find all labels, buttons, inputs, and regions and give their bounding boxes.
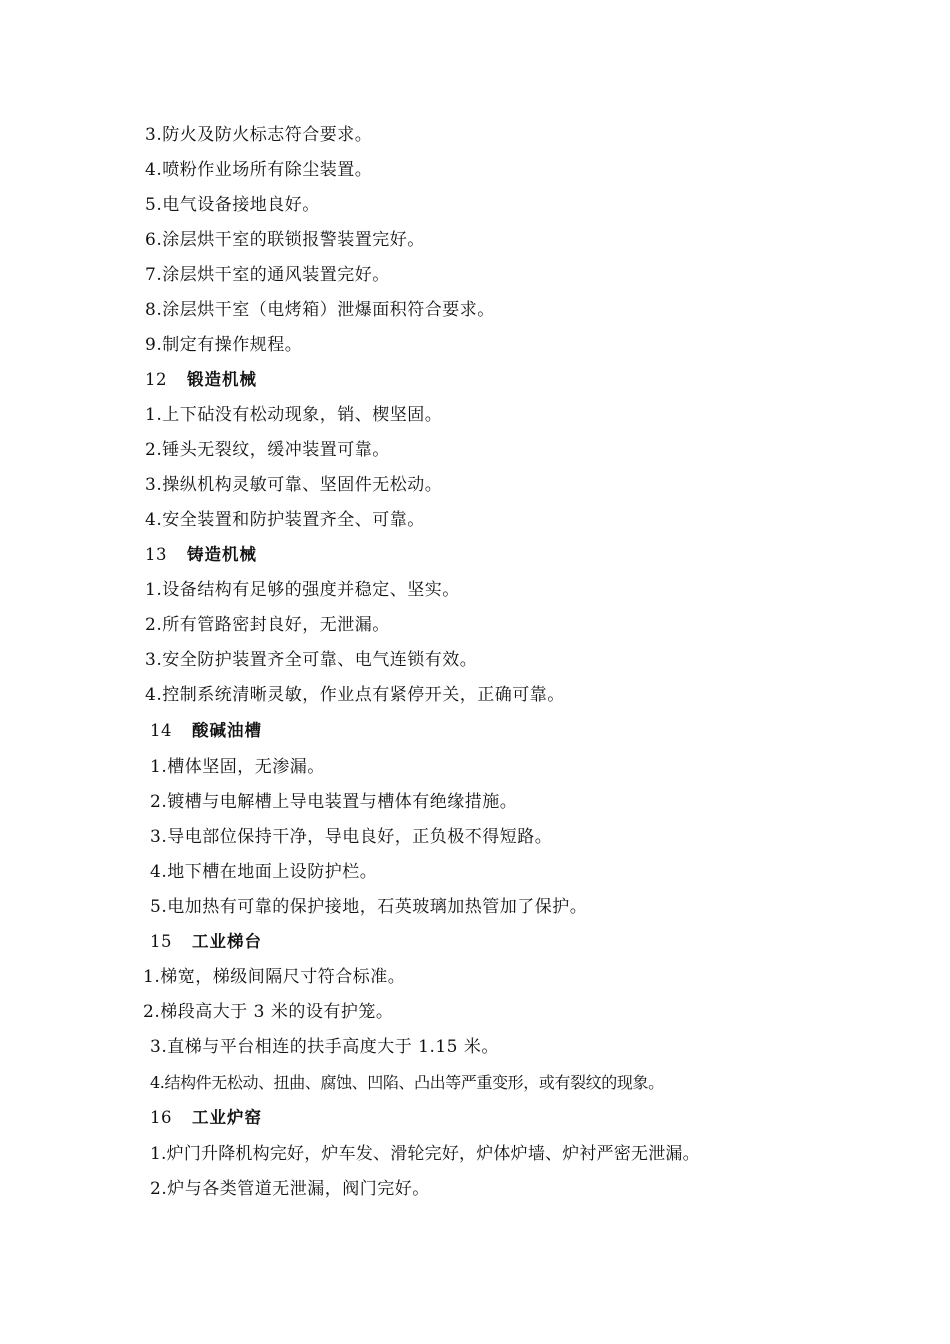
section-number: 13 (145, 545, 167, 564)
text-line: 9.制定有操作规程。 (145, 335, 303, 355)
section-heading (150, 1107, 262, 1129)
section-title: 工业梯台 (192, 932, 262, 951)
section-number: 12 (145, 370, 167, 389)
text-line: 3.操纵机构灵敏可靠、坚固件无松动。 (145, 475, 443, 495)
section-heading (145, 544, 257, 566)
text-line: 8.涂层烘干室（电烤箱）泄爆面积符合要求。 (145, 300, 495, 320)
section-title: 工业炉窑 (192, 1108, 262, 1127)
text-line: 6.涂层烘干室的联锁报警装置完好。 (145, 230, 425, 250)
text-line: 5.电气设备接地良好。 (145, 195, 320, 215)
text-line: 7.涂层烘干室的通风装置完好。 (145, 265, 390, 285)
section-title: 酸碱油槽 (192, 721, 262, 740)
text-line: 3.直梯与平台相连的扶手高度大于 1.15 米。 (150, 1037, 499, 1057)
text-line: 3.安全防护装置齐全可靠、电气连锁有效。 (145, 650, 478, 670)
section-title: 铸造机械 (187, 545, 257, 564)
text-line: 2.梯段高大于 3 米的设有护笼。 (143, 1002, 394, 1022)
text-line: 2.锤头无裂纹，缓冲装置可靠。 (145, 440, 390, 460)
section-heading (145, 369, 257, 391)
text-line: 3.防火及防火标志符合要求。 (145, 125, 373, 145)
section-title: 锻造机械 (187, 370, 257, 389)
text-line: 4.结构件无松动、扭曲、腐蚀、凹陷、凸出等严重变形，或有裂纹的现象。 (150, 1073, 664, 1092)
section-number: 15 (150, 932, 172, 951)
text-line: 1.炉门升降机构完好，炉车发、滑轮完好，炉体炉墙、炉衬严密无泄漏。 (150, 1144, 700, 1164)
text-line: 4.控制系统清晰灵敏，作业点有紧停开关，正确可靠。 (145, 685, 565, 705)
text-line: 4.安全装置和防护装置齐全、可靠。 (145, 510, 425, 530)
text-line: 4.喷粉作业场所有除尘装置。 (145, 160, 373, 180)
section-number: 16 (150, 1108, 172, 1127)
text-line: 3.导电部位保持干净，导电良好，正负极不得短路。 (150, 827, 553, 847)
text-line: 1.槽体坚固，无渗漏。 (150, 757, 325, 777)
section-number: 14 (150, 721, 172, 740)
text-line: 1.上下砧没有松动现象，销、楔坚固。 (145, 405, 443, 425)
text-line: 4.地下槽在地面上设防护栏。 (150, 862, 378, 882)
text-line: 2.所有管路密封良好，无泄漏。 (145, 615, 390, 635)
text-line: 1.设备结构有足够的强度并稳定、坚实。 (145, 580, 460, 600)
text-line: 1.梯宽，梯级间隔尺寸符合标准。 (143, 967, 406, 987)
text-line: 5.电加热有可靠的保护接地，石英玻璃加热管加了保护。 (150, 897, 588, 917)
text-line: 2.镀槽与电解槽上导电装置与槽体有绝缘措施。 (150, 792, 518, 812)
text-line: 2.炉与各类管道无泄漏，阀门完好。 (150, 1179, 430, 1199)
section-heading (150, 931, 262, 953)
section-heading (150, 720, 262, 742)
